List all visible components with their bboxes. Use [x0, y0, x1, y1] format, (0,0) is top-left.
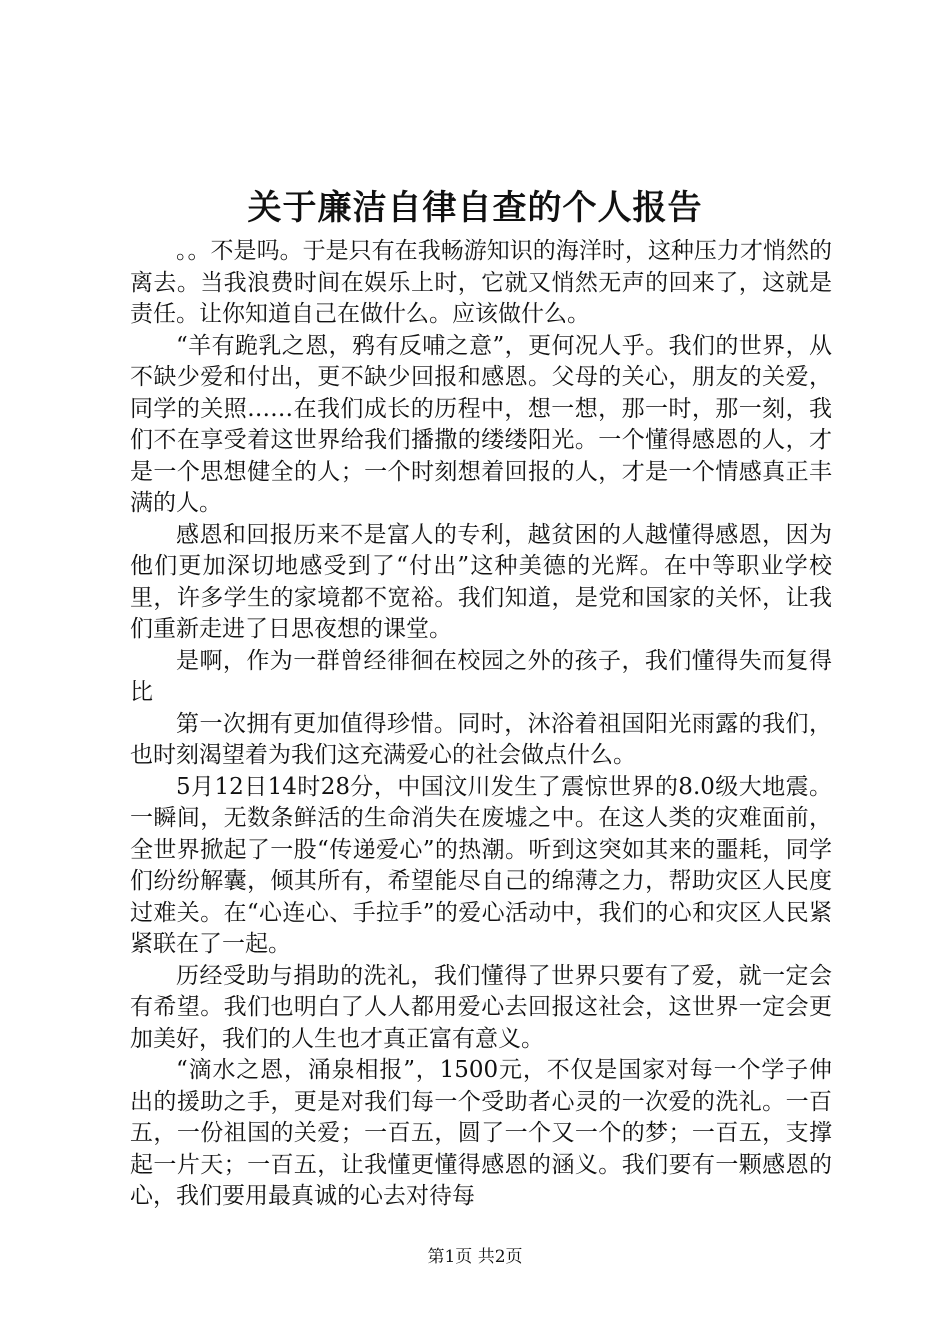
- document-body: [130, 236, 832, 1213]
- paragraph: 历经受助与捐助的洗礼，我们懂得了世界只要有了爱，就一定会有希望。我们也明白了人人都用爱心去回报这社会，这世界一定会更加美好，我们的人生也才真正富有意义。: [130, 962, 832, 1052]
- paragraph: 。。不是吗。于是只有在我畅游知识的海洋时，这种压力才悄然的离去。当我浪费时间在娱乐上时，它就又悄然无声的回来了，这就是责任。让你知道自己在做什么。应该做什么。: [130, 238, 832, 327]
- paragraph: “羊有跪乳之恩，鸦有反哺之意”，更何况人乎。我们的世界，从不缺少爱和付出，更不缺少回报和感恩。父母的关心，朋友的关爱，同学的关照……在我们成长的历程中，想一想，那一时，那一刻，我们不在享受着这世界给我们播撒的缕缕阳光。一个懂得感恩的人，才是一个思想健全的人；一个时刻想着回报的人，才是一个情感真正丰满的人。: [130, 332, 832, 516]
- paragraph: “滴水之恩，涌泉相报”，1500元，不仅是国家对每一个学子伸出的援助之手，更是对我们每一个受助者心灵的一次爱的洗礼。一百五，一份祖国的关爱；一百五，圆了一个又一个的梦；一百五，支撑起一片天；一百五，让我懂更懂得感恩的涵义。我们要有一颗感恩的心，我们要用最真诚的心去对待每: [130, 1057, 832, 1209]
- paragraph: 感恩和回报历来不是富人的专利，越贫困的人越懂得感恩，因为他们更加深切地感受到了“付出”这种美德的光辉。在中等职业学校里，许多学生的家境都不宽裕。我们知道，是党和国家的关怀，让我们重新走进了日思夜想的课堂。: [130, 521, 832, 642]
- page-footer: 第1页 共2页: [427, 1247, 523, 1267]
- document-title: 关于廉洁自律自查的个人报告: [247, 188, 703, 228]
- paragraph: 5月12日14时28分，中国汶川发生了震惊世界的8.0级大地震。一瞬间，无数条鲜活的生命消失在废墟之中。在这人类的灾难面前，全世界掀起了一股“传递爱心”的热潮。听到这突如其来的噩耗，同学们纷纷解囊，倾其所有，希望能尽自己的绵薄之力，帮助灾区人民度过难关。在“心连心、手拉手”的爱心活动中，我们的心和灾区人民紧紧联在了一起。: [130, 773, 832, 957]
- paragraph: 第一次拥有更加值得珍惜。同时，沐浴着祖国阳光雨露的我们，也时刻渴望着为我们这充满爱心的社会做点什么。: [130, 710, 832, 768]
- paragraph: 是啊，作为一群曾经徘徊在校园之外的孩子，我们懂得失而复得比: [130, 647, 832, 705]
